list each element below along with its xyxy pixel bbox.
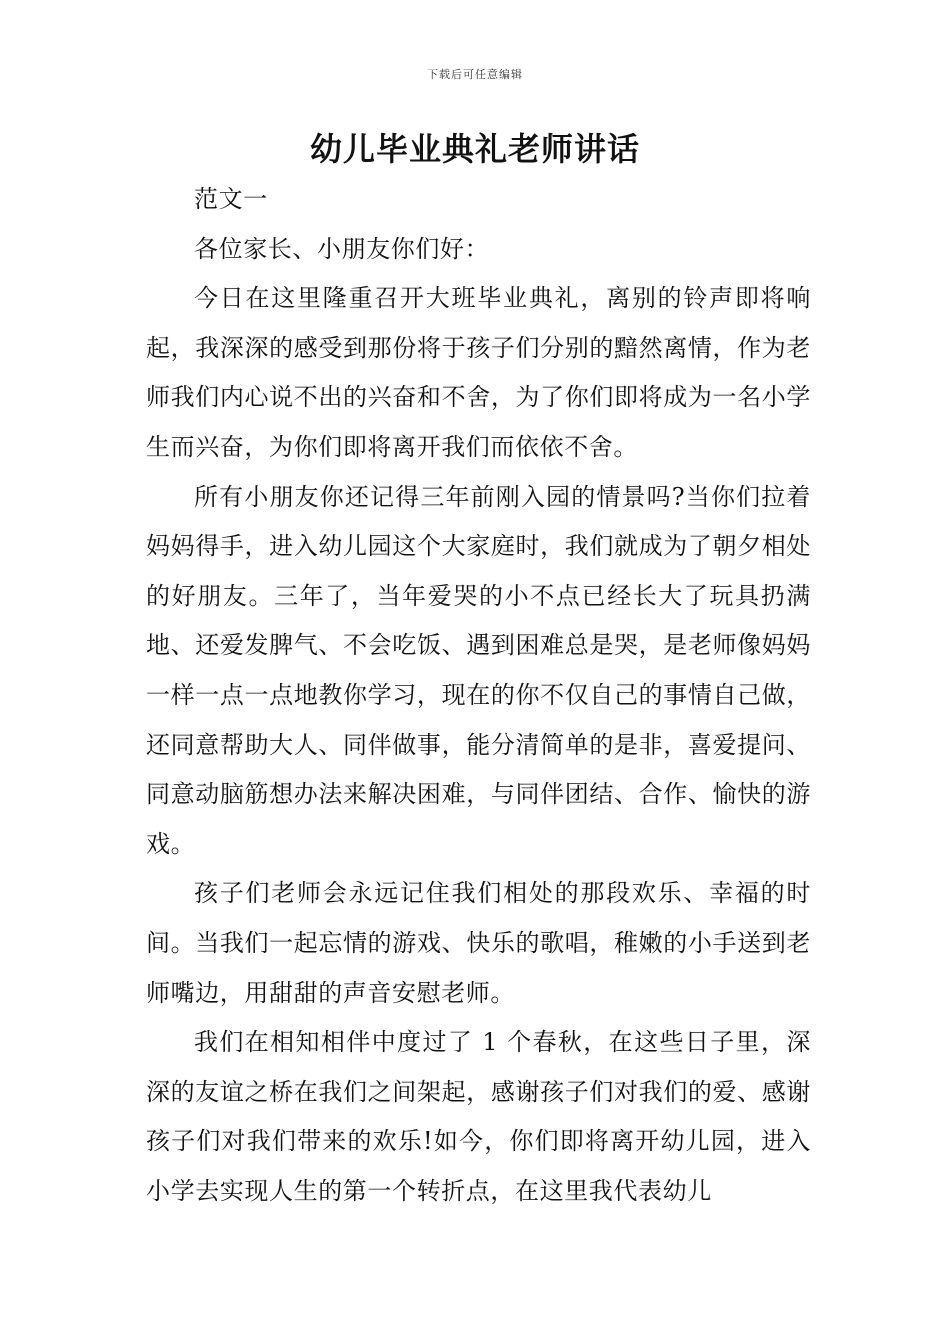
paragraph-2: 所有小朋友你还记得三年前刚入园的情景吗?当你们拉着妈妈得手，进入幼儿园这个大家庭时，我们就成为了朝夕相处的好朋友。三年了，当年爱哭的小不点已经长大了玩具扔满地、还爱发脾气、不会吃饭、遇到困难总是哭，是老师像妈妈一样一点一点地教你学习，现在的你不仅自己的事情自己做，还同意帮助大人、同伴做事，能分清简单的是非，喜爱提问、同意动脑筋想办法来解决困难，与同伴团结、合作、愉快的游戏。 (146, 482, 811, 858)
paragraph-4: 我们在相知相伴中度过了 1 个春秋，在这些日子里，深深的友谊之桥在我们之间架起，感谢孩子们对我们的爱、感谢孩子们对我们带来的欢乐!如今，你们即将离开幼儿园，进入小学去实现人生的第一个转折点，在这里我代表幼儿 (146, 1028, 811, 1205)
document-title: 幼儿毕业典礼老师讲话 (309, 130, 640, 168)
paragraph-3: 孩子们老师会永远记住我们相处的那段欢乐、幸福的时间。当我们一起忘情的游戏、快乐的歌唱，稚嫩的小手送到老师嘴边，用甜甜的声音安慰老师。 (146, 879, 811, 1007)
document-body (146, 175, 811, 1216)
header-note: 下载后可任意编辑 (427, 68, 523, 81)
paragraph-greeting: 各位家长、小朋友你们好： (194, 234, 490, 263)
paragraph-1: 今日在这里隆重召开大班毕业典礼，离别的铃声即将响起，我深深的感受到那份将于孩子们分别的黯然离情，作为老师我们内心说不出的兴奋和不舍，为了你们即将成为一名小学生而兴奋，为你们即将离开我们而依依不舍。 (146, 284, 811, 461)
paragraph-section-label: 范文一 (194, 185, 268, 213)
